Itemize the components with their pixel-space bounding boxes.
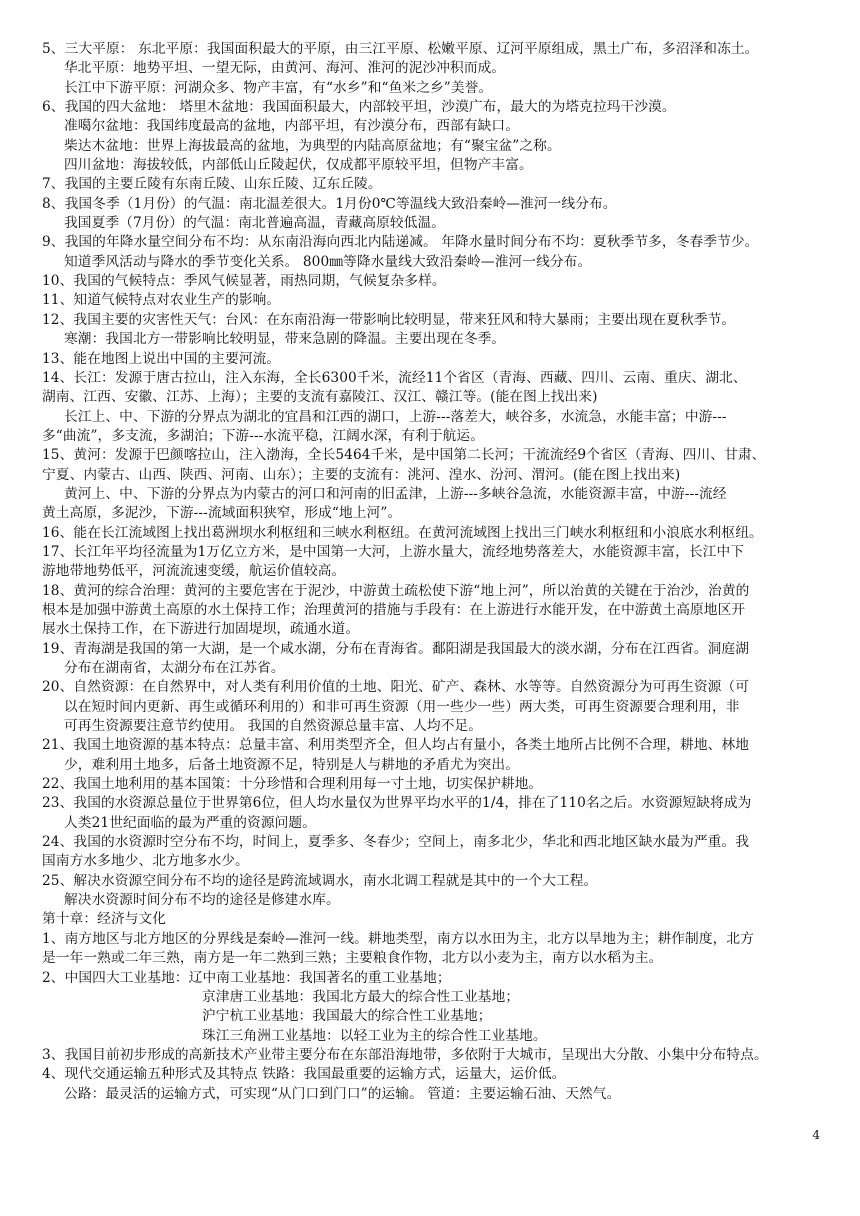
text-line: 1、南方地区与北方地区的分界线是秦岭—淮河一线。耕地类型，南方以水田为主，北方以旱地为主；耕作制度，北方: [42, 930, 754, 947]
text-line: 沪宁杭工业基地：我国最大的综合性工业基地；: [202, 1008, 492, 1025]
text-line: 3、我国目前初步形成的高新技术产业带主要分布在东部沿海地带，多依附于大城市，呈现出大分散、小集中分布特点。: [42, 1046, 768, 1063]
text-line: 寒潮：我国北方一带影响比较明显，带来急剧的降温。主要出现在冬季。: [64, 331, 506, 348]
text-line: 柴达木盆地：世界上海拔最高的盆地，为典型的内陆高原盆地；有“聚宝盆”之称。: [64, 137, 561, 154]
text-line: 4、现代交通运输五种形式及其特点 铁路：我国最重要的运输方式，运量大，运价低。: [42, 1066, 566, 1083]
text-line: 游地带地势低平，河流流速变缓，航运价值较高。: [42, 563, 346, 580]
text-line: 17、长江年平均径流量为1万亿立方米，是中国第一大河，上游水量大，流经地势落差大，水能资源丰富，长江中下: [42, 543, 745, 560]
chapter-heading: 第十章：经济与文化: [42, 911, 167, 928]
text-line: 20、自然资源：在自然界中，对人类有利用价值的土地、阳光、矿产、森林、水等等。自然资源分为可再生资源（可: [42, 679, 749, 696]
text-line: 18、黄河的综合治理：黄河的主要危害在于泥沙，中游黄土疏松使下游“地上河”，所以治黄的关键在于治沙，治黄的: [42, 582, 750, 599]
text-line: 黄河上、中、下游的分界点为内蒙古的河口和河南的旧孟津，上游---多峡谷急流，水能资源丰富，中游---流经: [64, 485, 727, 502]
text-line: 华北平原：地势平坦、一望无际，由黄河、海河、淮河的泥沙冲积而成。: [64, 60, 506, 77]
text-line: 湖南、江西、安徽、江苏、上海）；主要的支流有嘉陵江、汉江、赣江等。(能在图上找出来): [42, 389, 598, 406]
text-line: 知道季风活动与降水的季节变化关系。 800㎜等降水量线大致沿秦岭—淮河一线分布。: [64, 253, 592, 270]
text-line: 国南方水多地少、北方地多水少。: [42, 853, 249, 870]
text-line: 11、知道气候特点对农业生产的影响。: [42, 292, 281, 309]
text-line: 公路：最灵活的运输方式，可实现“从门口到门口”的运输。 管道：主要运输石油、天然气。: [64, 1085, 621, 1102]
text-line: 25、解决水资源空间分布不均的途径是跨流域调水，南水北调工程就是其中的一个大工程。: [42, 872, 598, 889]
text-line: 19、青海湖是我国的第一大湖，是一个咸水湖，分布在青海省。鄱阳湖是我国最大的淡水湖，分布在江西省。洞庭湖: [42, 640, 749, 657]
text-line: 22、我国土地利用的基本国策：十分珍惜和合理利用每一寸土地，切实保护耕地。: [42, 776, 543, 793]
text-line: 四川盆地：海拔较低，内部低山丘陵起伏，仅成都平原较平坦，但物产丰富。: [64, 157, 533, 174]
text-line: 准噶尔盆地：我国纬度最高的盆地，内部平坦，有沙漠分布，西部有缺口。: [64, 118, 519, 135]
text-line: 多“曲流”，多支流，多湖泊；下游---水流平稳，江阔水深，有利于航运。: [42, 427, 484, 444]
text-line: 分布在湖南省，太湖分布在江苏省。: [64, 660, 285, 676]
text-line: 根本是加强中游黄土高原的水土保持工作；治理黄河的措施与手段有：在上游进行水能开发，在中游黄土高原地区开: [42, 601, 746, 618]
text-line: 京津唐工业基地：我国北方最大的综合性工业基地；: [202, 988, 520, 1005]
text-line: 15、黄河：发源于巴颜喀拉山，注入渤海，全长5464千米，是中国第二长河；干流流经9个省区（青海、四川、甘肃、: [42, 447, 766, 464]
text-line: 以在短时间内更新、再生或循环利用的）和非可再生资源（用一些少一些）两大类，可再生资源要合理利用，非: [64, 698, 740, 715]
text-line: 24、我国的水资源时空分布不均，时间上，夏季多、冬春少；空间上，南多北少，华北和西北地区缺水最为严重。我: [42, 834, 749, 851]
text-line: 长江上、中、下游的分界点为湖北的宜昌和江西的湖口，上游---落差大，峡谷多，水流急，水能丰富；中游---: [64, 408, 727, 425]
text-line: 10、我国的气候特点：季风气候显著，雨热同期，气候复杂多样。: [42, 273, 446, 290]
text-line: 展水土保持工作，在下游进行加固堤坝，疏通水道。: [42, 621, 360, 638]
text-line: 解决水资源时间分布不均的途径是修建水库。: [64, 892, 340, 909]
text-line: 14、长江：发源于唐古拉山，注入东海，全长6300千米，流经11个省区（青海、西藏、四川、云南、重庆、湖北、: [42, 369, 747, 386]
text-line: 8、我国冬季（1月份）的气温：南北温差很大。1月份0℃等温线大致沿秦岭—淮河一线分布。: [42, 195, 617, 212]
text-line: 9、我国的年降水量空间分布不均：从东南沿海向西北内陆递减。 年降水量时间分布不均：夏秋季节多，冬春季节少。: [42, 234, 759, 251]
text-line: 黄土高原，多泥沙，下游---流域面积狭窄，形成“地上河”。: [42, 505, 402, 522]
text-line: 12、我国主要的灾害性天气：台风：在东南沿海一带影响比较明显，带来狂风和特大暴雨；主要出现在夏秋季节。: [42, 311, 736, 328]
text-line: 珠江三角洲工业基地：以轻工业为主的综合性工业基地。: [202, 1027, 547, 1044]
text-line: 人类21世纪面临的最为严重的资源问题。: [64, 814, 317, 831]
notes-body: [42, 40, 832, 1104]
text-line: 长江中下游平原：河湖众多、物产丰富，有“水乡”和“鱼米之乡”美誉。: [64, 79, 493, 96]
text-line: 16、能在长江流域图上找出葛洲坝水利枢纽和三峡水利枢纽。在黄河流域图上找出三门峡水利枢纽和小浪底水利枢纽。: [42, 524, 763, 541]
text-line: 23、我国的水资源总量位于世界第6位，但人均水量仅为世界平均水平的1/4，排在了110名之后。水资源短缺将成为: [42, 795, 752, 812]
text-line: 6、我国的四大盆地： 塔里木盆地：我国面积最大，内部较平坦，沙漠广布，最大的为塔克拉玛干沙漠。: [42, 99, 676, 116]
text-line: 13、能在地图上说出中国的主要河流。: [42, 350, 281, 367]
page-number: 4: [812, 1128, 820, 1142]
text-line: 是一年一熟或二年三熟，南方是一年二熟到三熟；主要粮食作物，北方以小麦为主，南方以水稻为主。: [42, 950, 663, 967]
text-line: 2、中国四大工业基地：辽中南工业基地：我国著名的重工业基地；: [42, 969, 451, 986]
text-line: 我国夏季（7月份）的气温：南北普遍高温，青藏高原较低温。: [64, 215, 446, 232]
text-line: 21、我国土地资源的基本特点：总量丰富、利用类型齐全，但人均占有量小，各类土地所占比例不合理，耕地、林地: [42, 737, 749, 754]
text-line: 宁夏、内蒙古、山西、陕西、河南、山东）；主要的支流有：洮河、湟水、汾河、渭河。(能在图上找出来): [42, 466, 681, 483]
text-line: 7、我国的主要丘陵有东南丘陵、山东丘陵、辽东丘陵。: [42, 176, 382, 193]
text-line: 少，难利用土地多，后备土地资源不足，特别是人与耕地的矛盾尤为突出。: [64, 756, 519, 773]
text-line: 5、三大平原： 东北平原：我国面积最大的平原，由三江平原、松嫩平原、辽河平原组成，黑土广布，多沼泽和冻土。: [42, 41, 759, 57]
text-line: 可再生资源要注意节约使用。 我国的自然资源总量丰富、人均不足。: [64, 718, 483, 735]
